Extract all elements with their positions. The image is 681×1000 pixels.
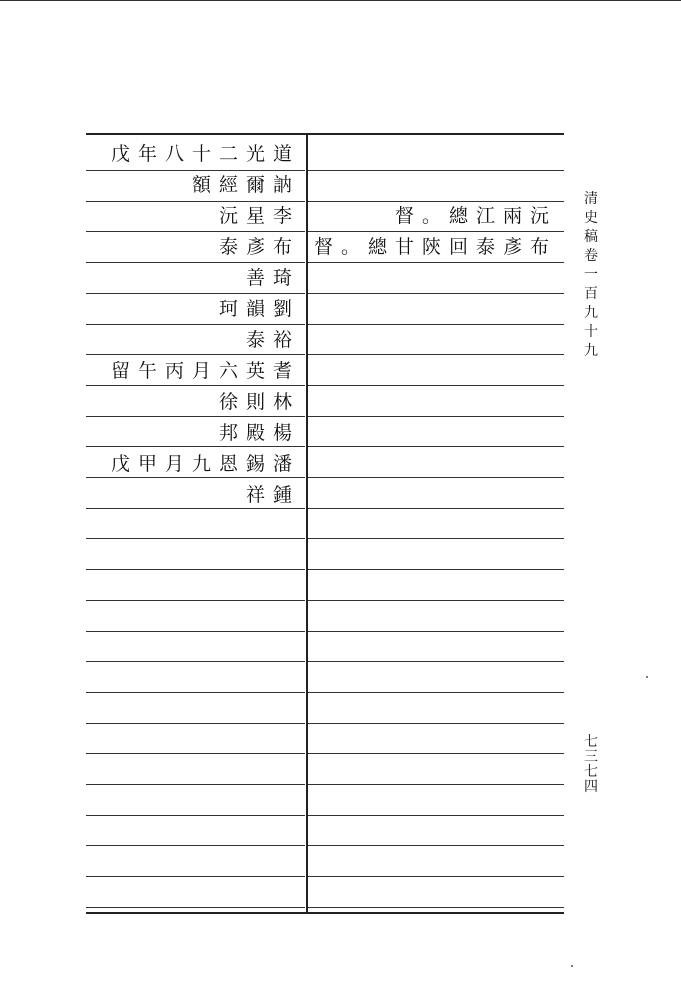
- row-divider: [308, 661, 564, 662]
- row-divider: [86, 354, 305, 355]
- row-divider: [86, 446, 305, 447]
- row-divider: [86, 170, 305, 171]
- left-row-12: 祥鍾: [245, 484, 300, 506]
- left-row-10: 邦殿楊: [218, 422, 300, 444]
- row-divider: [86, 385, 305, 386]
- row-divider: [308, 477, 564, 478]
- left-row-11: 戊甲月九恩錫潘: [110, 453, 300, 475]
- row-divider: [86, 477, 305, 478]
- row-divider: [308, 538, 564, 539]
- page-top-edge: [0, 0, 681, 1]
- left-row-5: 善琦: [245, 267, 300, 289]
- row-divider: [86, 876, 305, 877]
- row-divider: [86, 753, 305, 754]
- row-divider: [308, 784, 564, 785]
- left-row-7: 泰裕: [245, 329, 300, 351]
- right-row-4: 督。總甘陝回泰彥布: [313, 236, 557, 258]
- left-row-1: 戊年八十二光道: [110, 143, 300, 165]
- row-divider: [308, 416, 564, 417]
- row-divider: [86, 262, 305, 263]
- row-divider: [308, 262, 564, 263]
- row-divider: [308, 231, 564, 232]
- row-divider: [308, 876, 564, 877]
- row-divider: [308, 569, 564, 570]
- row-divider: [308, 354, 564, 355]
- left-row-8: 留午丙月六英耆: [110, 360, 300, 382]
- row-divider: [308, 293, 564, 294]
- row-divider: [86, 538, 305, 539]
- row-divider: [86, 324, 305, 325]
- row-divider: [308, 201, 564, 202]
- table-top-rule: [86, 133, 564, 135]
- table-center-rule: [306, 133, 308, 914]
- row-divider: [86, 815, 305, 816]
- left-row-2: 額經爾訥: [191, 174, 300, 196]
- table-bottom-rule: [86, 912, 564, 914]
- row-divider: [308, 170, 564, 171]
- row-divider: [86, 416, 305, 417]
- row-divider: [86, 508, 305, 509]
- row-divider: [86, 631, 305, 632]
- row-divider: [308, 907, 564, 908]
- row-divider: [86, 692, 305, 693]
- left-row-9: 徐則林: [218, 391, 300, 413]
- row-divider: [308, 631, 564, 632]
- left-row-4: 泰彥布: [218, 236, 300, 258]
- row-divider: [86, 845, 305, 846]
- row-divider: [308, 815, 564, 816]
- row-divider: [308, 845, 564, 846]
- row-divider: [308, 723, 564, 724]
- row-divider: [308, 324, 564, 325]
- row-divider: [86, 661, 305, 662]
- row-divider: [86, 907, 305, 908]
- row-divider: [86, 600, 305, 601]
- scan-speck: [646, 676, 648, 678]
- row-divider: [86, 201, 305, 202]
- row-divider: [308, 692, 564, 693]
- row-divider: [86, 723, 305, 724]
- row-divider: [308, 753, 564, 754]
- scan-speck: [571, 965, 573, 967]
- row-divider: [86, 569, 305, 570]
- row-divider: [308, 600, 564, 601]
- left-row-3: 沅星李: [218, 205, 300, 227]
- row-divider: [86, 231, 305, 232]
- left-row-6: 珂韻劉: [218, 298, 300, 320]
- row-divider: [86, 784, 305, 785]
- row-divider: [308, 446, 564, 447]
- row-divider: [308, 508, 564, 509]
- margin-page-number: 七 三 七 四: [584, 734, 598, 795]
- row-divider: [308, 385, 564, 386]
- row-divider: [86, 293, 305, 294]
- margin-volume-title: 清 史 稿 卷 一 百 九 十 九: [584, 191, 598, 359]
- right-row-3: 督。總江兩沅: [394, 205, 557, 227]
